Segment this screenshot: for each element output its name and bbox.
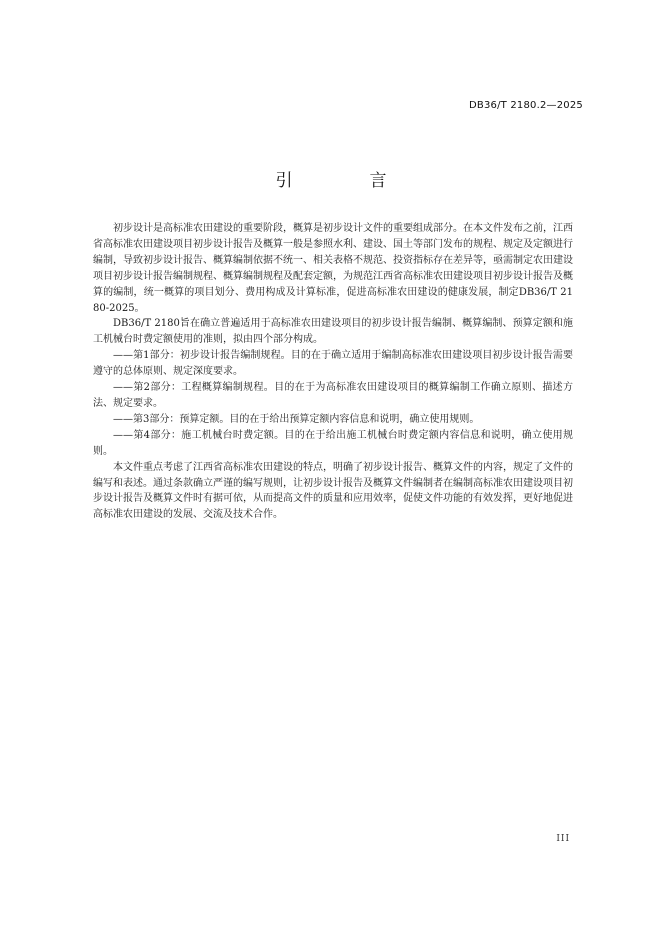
page-number: III [556, 834, 570, 844]
section-title: 引 言 [275, 171, 417, 191]
paragraph-part-3: ——第3部分：预算定额。目的在于给出预算定额内容信息和说明，确立使用规则。 [113, 413, 480, 425]
paragraph-part-2: ——第2部分：工程概算编制规程。目的在于为高标准农田建设项目的概算编制工作确立原则、描述方法、规定要求。 [93, 382, 573, 409]
paragraph-summary: 本文件重点考虑了江西省高标准农田建设的特点，明确了初步设计报告、概算文件的内容，规定了文件的编写和表述。通过条款确立严谨的编写规则，让初步设计报告及概算文件编制者在编制高标准农田建设项目初步设计报告及概算文件时有据可依，从而提高文件的质量和应用效率，促使文件功能的有效发挥，更好地促进高标准农田建设的发展、交流及技术合作。 [93, 461, 573, 521]
introduction-body [93, 221, 573, 523]
paragraph-part-1: ——第1部分：初步设计报告编制规程。目的在于确立适用于编制高标准农田建设项目初步设计报告需要遵守的总体原则、规定深度要求。 [93, 350, 573, 378]
paragraph-part-4: ——第4部分：施工机械台时费定额。目的在于给出施工机械台时费定额内容信息和说明，确立使用规则。 [93, 429, 573, 457]
document-code: DB36/T 2180.2—2025 [469, 100, 583, 111]
paragraph-background: 初步设计是高标准农田建设的重要阶段，概算是初步设计文件的重要组成部分。在本文件发布之前，江西省高标准农田建设项目初步设计报告及概算一般是参照水利、建设、国土等部门发布的规程、规定及定额进行编制，导致初步设计报告、概算编制依据不统一、相关表格不规范、投资指标存在差异等，亟需制定农田建设项目初步设计报告编制规程、概算编制规程及配套定额，为规范江西省高标准农田建设项目初步设计报告及概算的编制，统一概算的项目划分、费用构成及计算标准，促进高标准农田建设的健康发展，制定DB36/T 2180-2025。 [93, 223, 573, 314]
paragraph-structure: DB36/T 2180旨在确立普遍适用于高标准农田建设项目的初步设计报告编制、概算编制、预算定额和施工机械台时费定额使用的准则，拟由四个部分构成。 [93, 318, 573, 346]
